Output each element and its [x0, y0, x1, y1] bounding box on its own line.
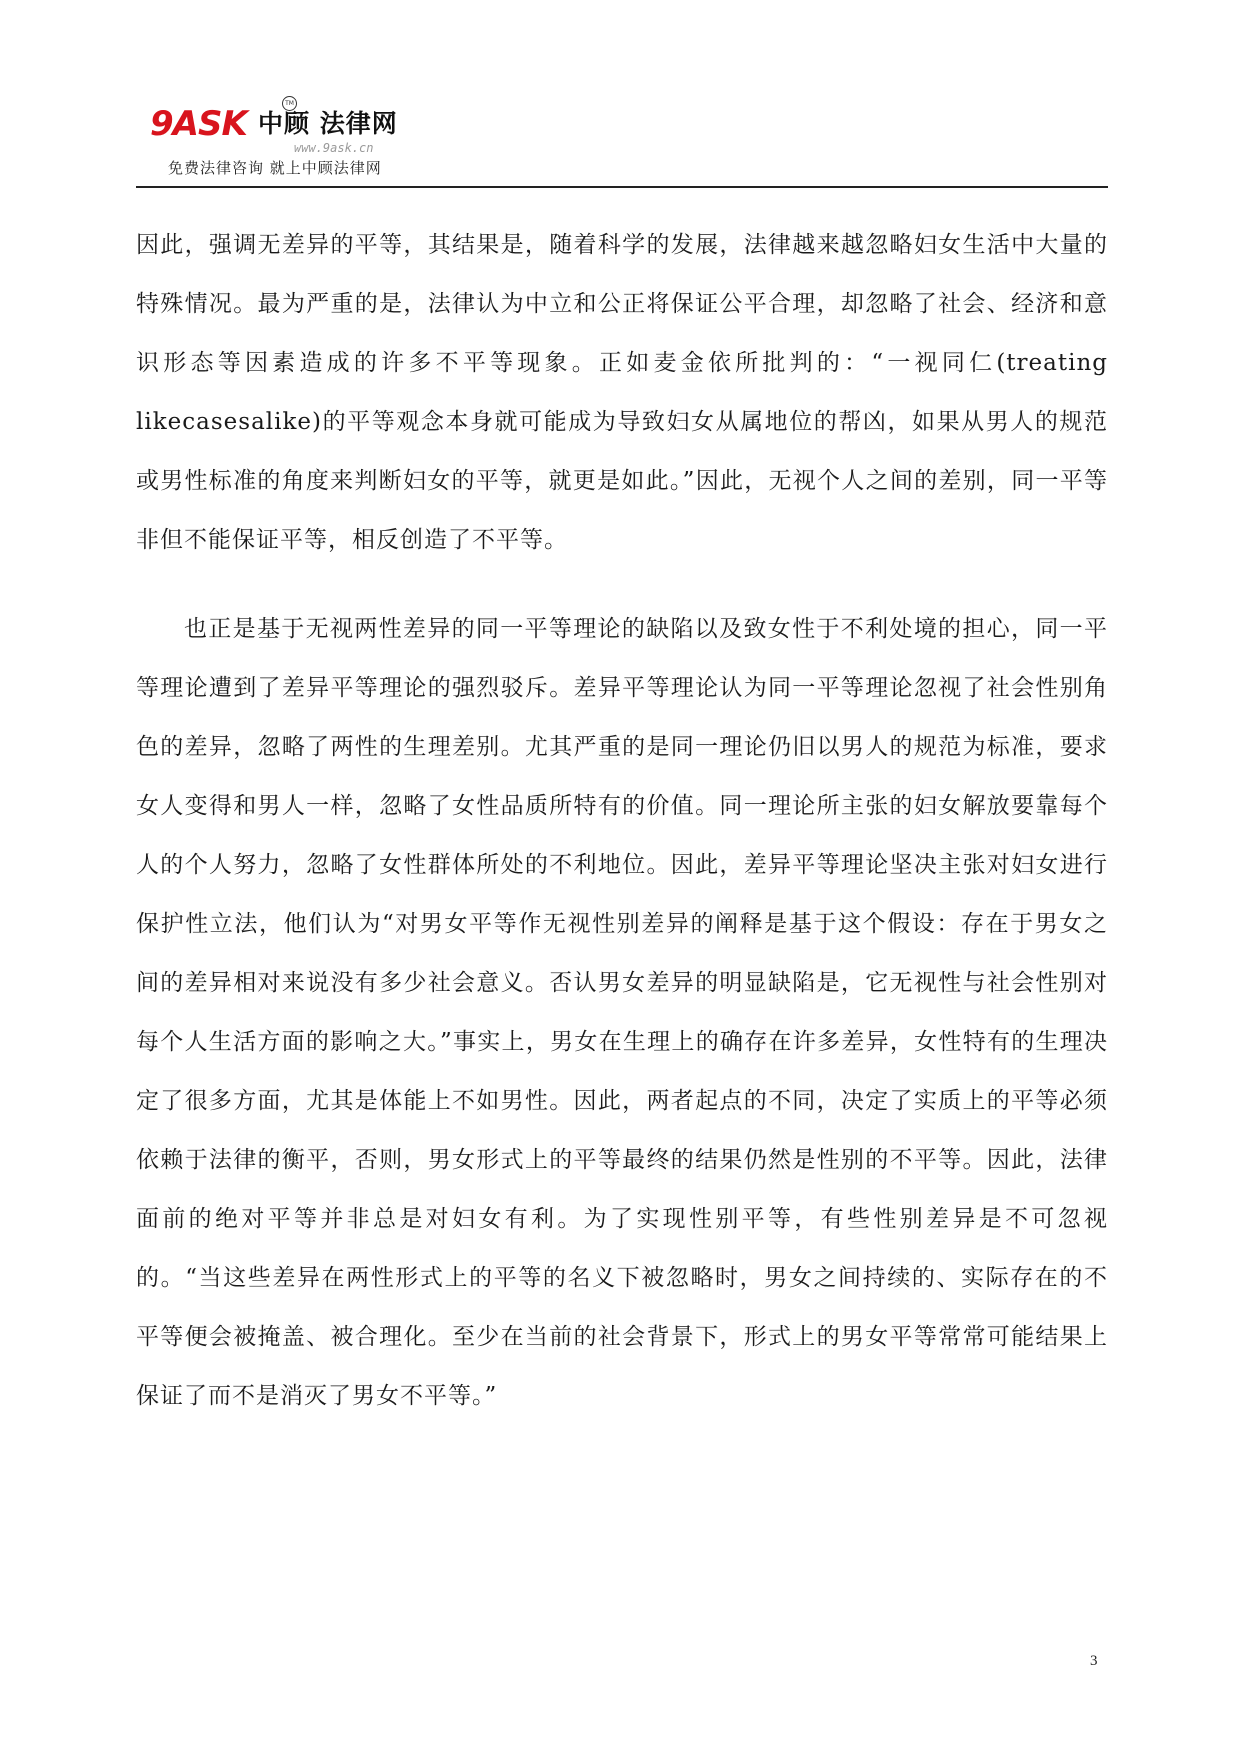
logo-name-text: 中顾 法律网	[258, 109, 398, 138]
paragraph-2: 也正是基于无视两性差异的同一平等理论的缺陷以及致女性于不利处境的担心，同一平等理论遭到了差异平等理论的强烈驳斥。差异平等理论认为同一平等理论忽视了社会性别角色的差异，忽略了两性的生理差别。尤其严重的是同一理论仍旧以男人的规范为标准，要求女人变得和男人一样，忽略了女性品质所特有的价值。同一理论所主张的妇女解放要靠每个人的个人努力，忽略了女性群体所处的不利地位。因此，差异平等理论坚决主张对妇女进行保护性立法，他们认为“对男女平等作无视性别差异的阐释是基于这个假设：存在于男女之间的差异相对来说没有多少社会意义。否认男女差异的明显缺陷是，它无视性与社会性别对每个人生活方面的影响之大。”事实上，男女在生理上的确存在许多差异，女性特有的生理决定了很多方面，尤其是体能上不如男性。因此，两者起点的不同，决定了实质上的平等必须依赖于法律的衡平，否则，男女形式上的平等最终的结果仍然是性别的不平等。因此，法律面前的绝对平等并非总是对妇女有利。为了实现性别平等，有些性别差异是不可忽视的。“当这些差异在两性形式上的平等的名义下被忽略时，男女之间持续的、实际存在的不平等便会被掩盖、被合理化。至少在当前的社会背景下，形式上的男女平等常常可能结果上保证了而不是消灭了男女不平等。”	[136, 616, 1108, 1409]
logo-url-text: www.9ask.cn	[294, 141, 374, 155]
page-header	[136, 100, 1108, 188]
trademark-badge: TM	[282, 96, 297, 111]
page-number: 3	[1090, 1653, 1098, 1669]
paragraph-1: 因此，强调无差异的平等，其结果是，随着科学的发展，法律越来越忽略妇女生活中大量的特殊情况。最为严重的是，法律认为中立和公正将保证公平合理，却忽略了社会、经济和意识形态等因素造成的许多不平等现象。正如麦金依所批判的：“一视同仁(treating likecasesalike)的平等观念本身就可能成为导致妇女从属地位的帮凶，如果从男人的规范或男性标准的角度来判断妇女的平等，就更是如此。”因此，无视个人之间的差别，同一平等非但不能保证平等，相反创造了不平等。	[136, 232, 1108, 553]
logo-slogan: 免费法律咨询 就上中顾法律网	[168, 159, 382, 177]
logo-brand-text: 9ASK	[150, 104, 247, 144]
paragraph-spacer	[136, 570, 1108, 600]
document-body	[136, 216, 1108, 1426]
site-logo[interactable]	[150, 100, 410, 182]
